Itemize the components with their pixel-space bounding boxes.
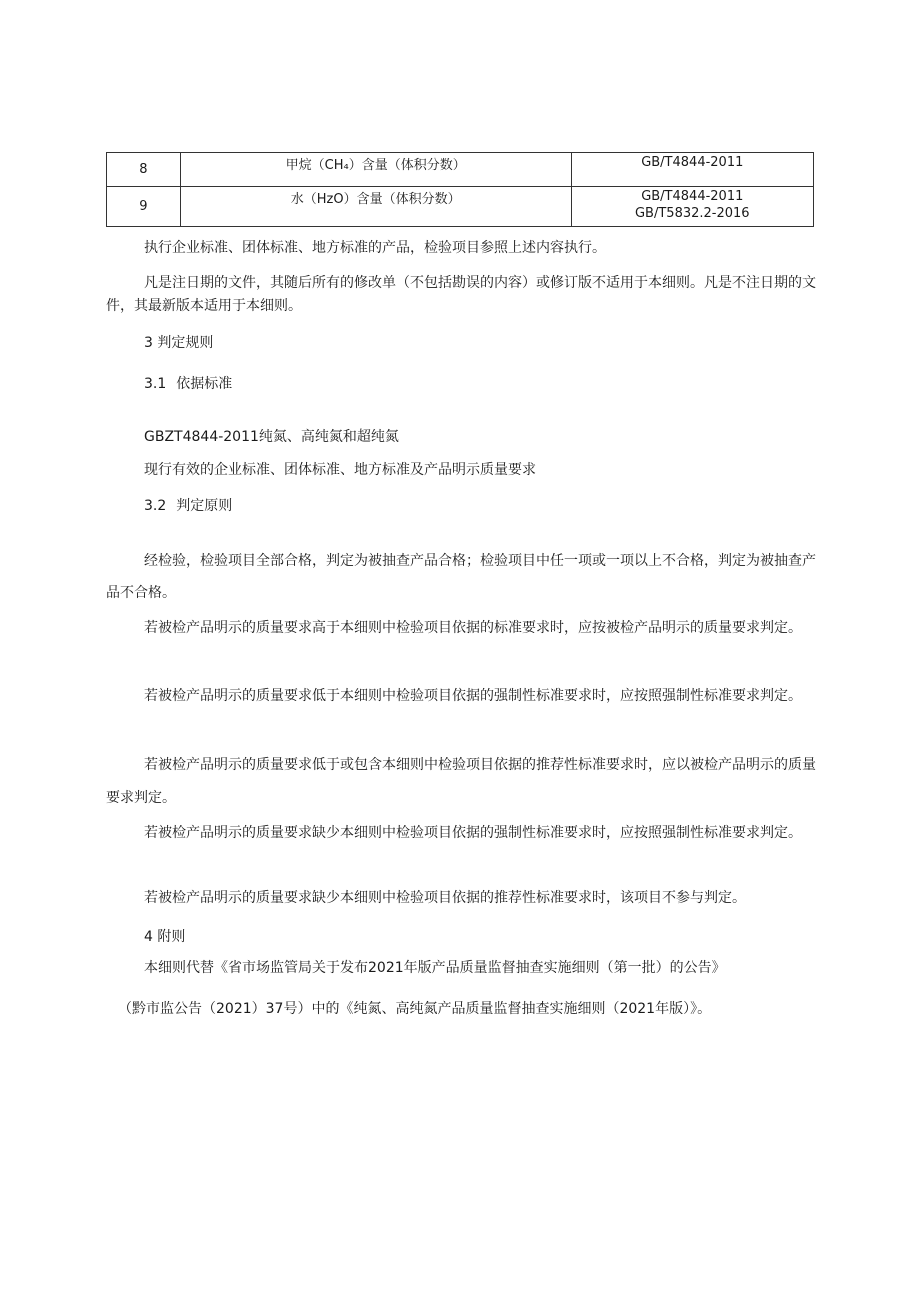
supplementary-paragraph-line1: 本细则代替《省市场监管局关于发布2021年版产品质量监督抽查实施细则（第一批）的公告》 bbox=[144, 960, 726, 976]
item-text: 甲烷（CH₄）含量（体积分数） bbox=[285, 158, 466, 173]
standard-code: GB/T4844-2011 bbox=[641, 155, 744, 170]
section-heading-supplementary: 4 附则 bbox=[144, 929, 186, 945]
paragraph-enterprise-standards: 执行企业标准、团体标准、地方标准的产品，检验项目参照上述内容执行。 bbox=[144, 240, 606, 256]
item-text: 水（HzO）含量（体积分数） bbox=[290, 192, 461, 207]
subsection-number: 3.2 bbox=[144, 498, 167, 514]
rule-paragraph: 若被检产品明示的质量要求缺少本细则中检验项目依据的推荐性标准要求时，该项目不参与判定。 bbox=[144, 890, 746, 906]
test-standard bbox=[571, 153, 813, 187]
rule-paragraph: 若被检产品明示的质量要求低于本细则中检验项目依据的强制性标准要求时，应按照强制性标准要求判定。 bbox=[144, 688, 802, 704]
standard-code: GB/T4844-2011 bbox=[641, 189, 744, 204]
rule-paragraph: 若被检产品明示的质量要求高于本细则中检验项目依据的标准要求时，应按被检产品明示的质量要求判定。 bbox=[144, 620, 802, 636]
test-standard bbox=[571, 187, 813, 227]
inspection-item bbox=[180, 187, 571, 227]
subsection-heading-basis bbox=[144, 374, 232, 394]
basis-standard-other: 现行有效的企业标准、团体标准、地方标准及产品明示质量要求 bbox=[144, 462, 536, 478]
subsection-heading-principles bbox=[144, 496, 232, 516]
rule-paragraph: 若被检产品明示的质量要求低于或包含本细则中检验项目依据的推荐性标准要求时，应以被检产品明示的质量要求判定。 bbox=[106, 757, 816, 806]
rule-paragraph: 经检验，检验项目全部合格，判定为被抽查产品合格；检验项目中任一项或一项以上不合格，判定为被抽查产品不合格。 bbox=[106, 553, 816, 601]
standard-code: GB/T5832.2-2016 bbox=[634, 206, 750, 221]
section-heading-judgement-rules: 3 判定规则 bbox=[144, 335, 214, 351]
supplementary-paragraph-line2: （黔市监公告（2021）37号）中的《纯氮、高纯氮产品质量监督抽查实施细则（2021年版）》。 bbox=[118, 1001, 712, 1017]
inspection-item bbox=[180, 153, 571, 187]
row-number: 9 bbox=[107, 187, 181, 227]
row-number: 8 bbox=[107, 153, 181, 187]
rule-paragraph: 若被检产品明示的质量要求缺少本细则中检验项目依据的强制性标准要求时，应按照强制性标准要求判定。 bbox=[144, 825, 802, 841]
subsection-title: 依据标准 bbox=[176, 376, 233, 392]
inspection-items-table bbox=[106, 152, 814, 227]
subsection-number: 3.1 bbox=[144, 376, 167, 392]
table-row bbox=[107, 153, 814, 187]
basis-standard-gb: GBZT4844-2011纯氮、高纯氮和超纯氮 bbox=[144, 429, 399, 445]
table-row bbox=[107, 187, 814, 227]
subsection-title: 判定原则 bbox=[176, 498, 233, 514]
paragraph-dated-references: 凡是注日期的文件，其随后所有的修改单（不包括勘误的内容）或修订版不适用于本细则。凡是不注日期的文件，其最新版本适用于本细则。 bbox=[106, 275, 816, 314]
